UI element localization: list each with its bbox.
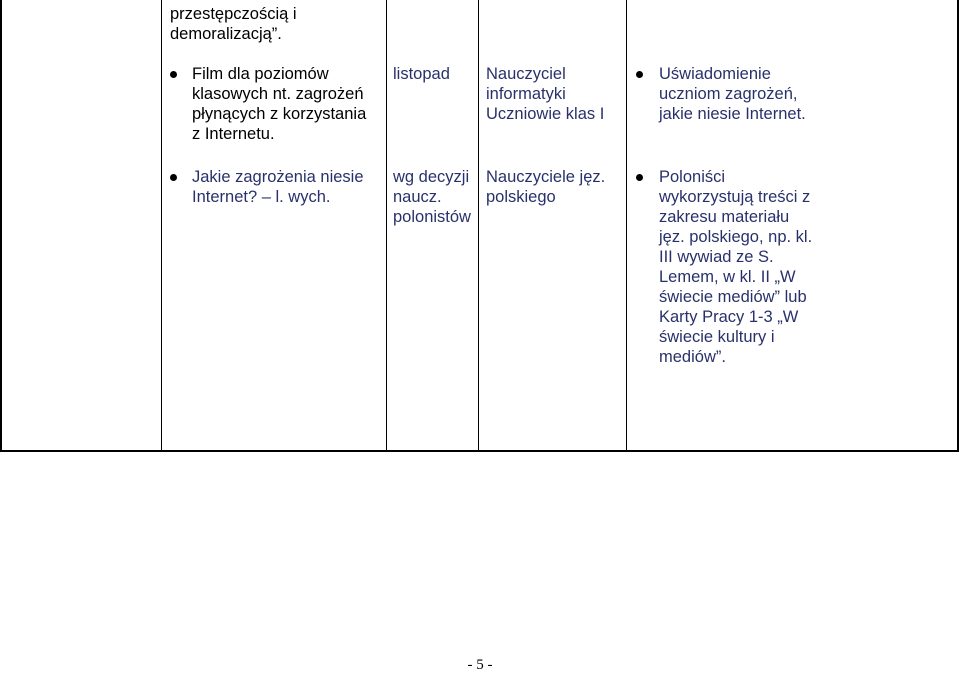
responsible-cell <box>486 64 624 124</box>
continued-text: przestępczością i demoralizacją”. <box>170 5 297 43</box>
bullet-icon <box>170 174 177 181</box>
table-column-divider-2 <box>386 0 387 452</box>
date-cell <box>393 167 477 227</box>
date-text: listopad <box>393 65 450 83</box>
activity-text: Film dla poziomów klasowych nt. zagrożeń płynących z korzystania z Internetu. <box>192 65 367 143</box>
bullet-icon <box>170 71 177 78</box>
effect-text: Uświadomienie uczniom zagrożeń, jakie niesie Internet. <box>659 65 806 123</box>
effect-cell <box>636 167 954 367</box>
effect-cell <box>636 64 954 124</box>
date-cell <box>393 64 477 84</box>
continued-activity-text <box>170 4 382 44</box>
effect-text: Poloniści wykorzystują treści z zakresu materiału jęz. polskiego, np. kl. III wywiad ze S. Lemem, w kl. II „W świecie mediów” lub Karty Pracy 1-3 „W świecie kultury i mediów”. <box>659 168 813 366</box>
responsible-cell <box>486 167 624 207</box>
activity-cell <box>170 64 384 144</box>
table-bottom-border <box>0 450 959 452</box>
table-column-divider-4 <box>626 0 627 452</box>
responsible-text: Nauczyciel informatyki Uczniowie klas I <box>486 65 605 123</box>
table-left-border <box>0 0 2 452</box>
table-column-divider-3 <box>478 0 479 452</box>
activity-text: Jakie zagrożenia niesie Internet? – l. wych. <box>192 168 364 206</box>
date-text: wg decyzji naucz. polonistów <box>393 168 471 226</box>
table-column-divider-1 <box>161 0 162 452</box>
responsible-text: Nauczyciele jęz. polskiego <box>486 168 606 206</box>
bullet-icon <box>636 174 643 181</box>
page-number: - 5 - <box>467 657 493 673</box>
table-right-border <box>957 0 959 452</box>
bullet-icon <box>636 71 643 78</box>
activity-cell <box>170 167 384 207</box>
